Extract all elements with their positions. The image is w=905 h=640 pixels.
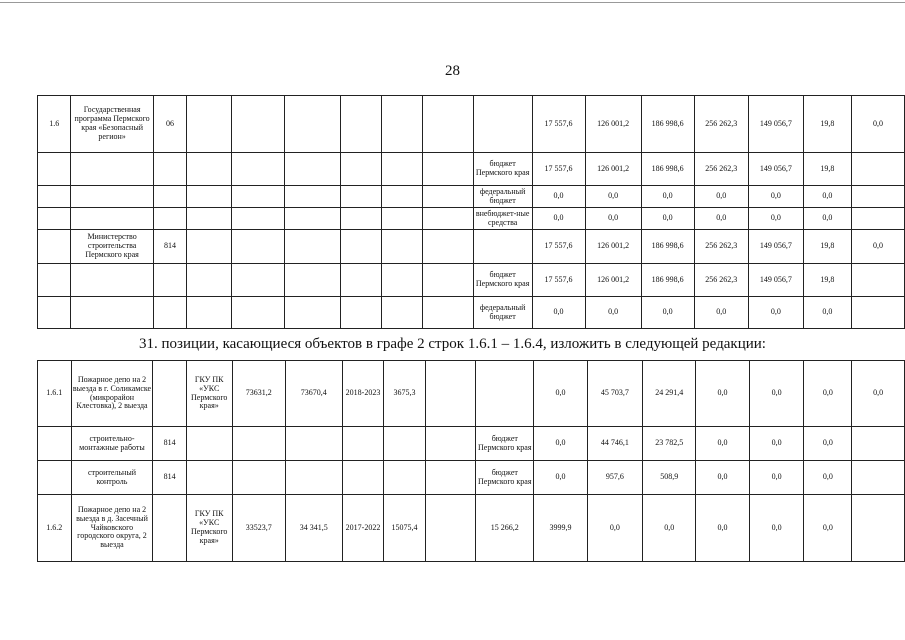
cell-name [71,186,153,208]
cell-v1: 17 557,6 [532,264,585,297]
cell-c8 [384,427,426,461]
cell-c6 [285,427,342,461]
cell-c6 [284,208,341,230]
cell-v3: 24 291,4 [643,361,696,427]
cell-name: Министерство строительства Пермского края [71,230,153,264]
cell-c4 [187,186,232,208]
table-row [38,264,905,297]
cell-v2: 126 001,2 [585,230,641,264]
cell-c4 [187,153,232,186]
cell-c8 [382,264,423,297]
cell-v5: 149 056,7 [748,230,803,264]
cell-v5: 149 056,7 [748,264,803,297]
cell-v6: 0,0 [803,186,851,208]
cell-v4: 256 262,3 [694,153,748,186]
cell-v4: 0,0 [696,495,750,562]
cell-c9 [425,427,475,461]
cell-c8 [382,96,423,153]
cell-code: 814 [153,461,186,495]
cell-num: 1.6.2 [38,495,72,562]
cell-code [153,208,186,230]
cell-v5: 0,0 [749,461,804,495]
cell-c5 [232,297,285,329]
cell-source: 15 266,2 [476,495,534,562]
cell-num [38,153,71,186]
cell-c4 [187,297,232,329]
cell-source [476,361,534,427]
cell-v5: 0,0 [748,297,803,329]
cell-c5 [232,186,285,208]
cell-v2: 0,0 [587,495,643,562]
cell-c9 [425,495,475,562]
cell-v2: 957,6 [587,461,643,495]
cell-v1: 17 557,6 [532,230,585,264]
cell-c4 [187,96,232,153]
cell-v7: 0,0 [851,230,904,264]
cell-v6: 0,0 [804,495,852,562]
cell-v4: 0,0 [694,186,748,208]
section-heading: 31. позиции, касающиеся объектов в графе 2 строк 1.6.1 – 1.6.4, изложить в следующей редакции: [139,336,766,352]
top-border-line [0,2,905,3]
cell-v6: 19,8 [803,230,851,264]
cell-c7 [341,264,382,297]
cell-c6 [284,264,341,297]
cell-v7 [851,264,904,297]
cell-v4: 256 262,3 [694,230,748,264]
cell-v1: 0,0 [534,361,587,427]
table-row [38,495,905,562]
cell-name: Государственная программа Пермского края «Безопасный регион» [71,96,153,153]
cell-v2: 126 001,2 [585,96,641,153]
cell-v7: 0,0 [852,361,905,427]
cell-c8 [384,461,426,495]
cell-v7 [852,461,905,495]
cell-c7 [342,427,383,461]
objects-table [37,360,905,562]
cell-num [38,230,71,264]
cell-v5: 0,0 [749,495,804,562]
cell-c4: ГКУ ПК «УКС Пермского края» [186,495,232,562]
cell-name [71,297,153,329]
cell-c7: 2018-2023 [342,361,383,427]
cell-c5 [232,208,285,230]
cell-v6: 0,0 [803,297,851,329]
cell-source [473,230,532,264]
cell-c4 [186,427,232,461]
table-row [38,208,905,230]
cell-v7 [851,153,904,186]
cell-c7 [341,96,382,153]
cell-code [153,264,186,297]
cell-c4 [187,208,232,230]
cell-v2: 126 001,2 [585,264,641,297]
cell-v3: 0,0 [641,186,694,208]
cell-num [38,461,72,495]
cell-code [153,361,186,427]
cell-v3: 0,0 [641,297,694,329]
cell-v7 [851,297,904,329]
cell-num [38,427,72,461]
cell-c7: 2017-2022 [342,495,383,562]
cell-name: строительно-монтажные работы [71,427,153,461]
cell-v6: 0,0 [804,361,852,427]
cell-v7: 0,0 [851,96,904,153]
cell-name: Пожарное депо на 2 выезда в д. Засечный Чайковского городского округа, 2 выезда [71,495,153,562]
cell-name [71,208,153,230]
cell-c9 [425,461,475,495]
cell-c9 [423,153,474,186]
cell-v4: 256 262,3 [694,96,748,153]
cell-source: федеральный бюджет [473,297,532,329]
cell-name [71,264,153,297]
cell-c5: 73631,2 [232,361,285,427]
cell-v1: 17 557,6 [532,153,585,186]
cell-v6: 0,0 [804,461,852,495]
cell-v4: 0,0 [696,427,750,461]
table-row [38,230,905,264]
cell-c8 [382,230,423,264]
cell-c8 [382,208,423,230]
cell-v7 [851,208,904,230]
cell-c7 [341,297,382,329]
cell-c5 [232,427,285,461]
cell-c4 [187,230,232,264]
cell-c8 [382,186,423,208]
cell-c6 [284,153,341,186]
cell-v3: 23 782,5 [643,427,696,461]
cell-v3: 186 998,6 [641,96,694,153]
cell-c7 [341,186,382,208]
cell-c8 [382,153,423,186]
cell-v6: 19,8 [803,96,851,153]
cell-c8: 15075,4 [384,495,426,562]
cell-c6 [284,96,341,153]
cell-code [153,495,186,562]
table-row [38,361,905,427]
cell-c6 [284,230,341,264]
cell-v4: 0,0 [696,361,750,427]
cell-v3: 186 998,6 [641,153,694,186]
program-table [37,95,905,329]
cell-source: бюджет Пермского края [473,153,532,186]
cell-c6: 73670,4 [285,361,342,427]
cell-source [473,96,532,153]
cell-v2: 44 746,1 [587,427,643,461]
table-row [38,153,905,186]
cell-c5 [232,264,285,297]
cell-v5: 0,0 [749,427,804,461]
cell-name: Пожарное депо на 2 выезда в г. Соликамске (микрорайон Клестовка), 2 выезда [71,361,153,427]
table-row [38,186,905,208]
cell-v6: 19,8 [803,264,851,297]
cell-v1: 0,0 [532,297,585,329]
cell-c8 [382,297,423,329]
cell-c9 [423,208,474,230]
cell-v3: 508,9 [643,461,696,495]
cell-num: 1.6 [38,96,71,153]
cell-c7 [342,461,383,495]
cell-v4: 0,0 [696,461,750,495]
cell-c9 [423,96,474,153]
cell-c6: 34 341,5 [285,495,342,562]
cell-v5: 149 056,7 [748,96,803,153]
cell-name [71,153,153,186]
cell-v7 [852,427,905,461]
cell-v2: 126 001,2 [585,153,641,186]
cell-v5: 0,0 [748,208,803,230]
cell-num [38,297,71,329]
cell-c6 [285,461,342,495]
cell-v5: 149 056,7 [748,153,803,186]
cell-c5: 33523,7 [232,495,285,562]
cell-name: строительный контроль [71,461,153,495]
cell-source: бюджет Пермского края [476,461,534,495]
cell-v2: 0,0 [585,186,641,208]
cell-v5: 0,0 [748,186,803,208]
cell-c9 [423,186,474,208]
cell-v2: 0,0 [585,297,641,329]
cell-c5 [232,461,285,495]
cell-v3: 0,0 [641,208,694,230]
cell-c5 [232,96,285,153]
cell-c5 [232,230,285,264]
cell-c4 [187,264,232,297]
cell-code [153,186,186,208]
cell-num [38,264,71,297]
cell-v4: 0,0 [694,208,748,230]
cell-code: 814 [153,427,186,461]
cell-v1: 17 557,6 [532,96,585,153]
cell-c7 [341,153,382,186]
cell-c7 [341,208,382,230]
cell-c9 [423,264,474,297]
cell-code: 06 [153,96,186,153]
table-row [38,96,905,153]
cell-num [38,208,71,230]
cell-v5: 0,0 [749,361,804,427]
cell-v6: 0,0 [803,208,851,230]
page-number: 28 [445,63,460,79]
cell-v2: 45 703,7 [587,361,643,427]
cell-code [153,153,186,186]
cell-source: бюджет Пермского края [473,264,532,297]
cell-v7 [852,495,905,562]
cell-source: внебюджет-ные средства [473,208,532,230]
cell-v7 [851,186,904,208]
cell-v4: 0,0 [694,297,748,329]
cell-c5 [232,153,285,186]
cell-c9 [423,297,474,329]
cell-source: бюджет Пермского края [476,427,534,461]
cell-v6: 0,0 [804,427,852,461]
cell-code [153,297,186,329]
cell-c9 [425,361,475,427]
cell-v1: 0,0 [534,461,587,495]
cell-v2: 0,0 [585,208,641,230]
cell-code: 814 [153,230,186,264]
table-row [38,297,905,329]
cell-v6: 19,8 [803,153,851,186]
cell-v3: 186 998,6 [641,264,694,297]
cell-c6 [284,186,341,208]
table-row [38,427,905,461]
cell-source: федеральный бюджет [473,186,532,208]
cell-v1: 0,0 [534,427,587,461]
cell-num: 1.6.1 [38,361,72,427]
cell-num [38,186,71,208]
cell-c9 [423,230,474,264]
cell-v1: 0,0 [532,186,585,208]
cell-c8: 3675,3 [384,361,426,427]
cell-c6 [284,297,341,329]
cell-v3: 186 998,6 [641,230,694,264]
cell-v1: 3999,9 [534,495,587,562]
cell-v4: 256 262,3 [694,264,748,297]
cell-v1: 0,0 [532,208,585,230]
cell-v3: 0,0 [643,495,696,562]
table-row [38,461,905,495]
cell-c4: ГКУ ПК «УКС Пермского края» [186,361,232,427]
cell-c7 [341,230,382,264]
cell-c4 [186,461,232,495]
